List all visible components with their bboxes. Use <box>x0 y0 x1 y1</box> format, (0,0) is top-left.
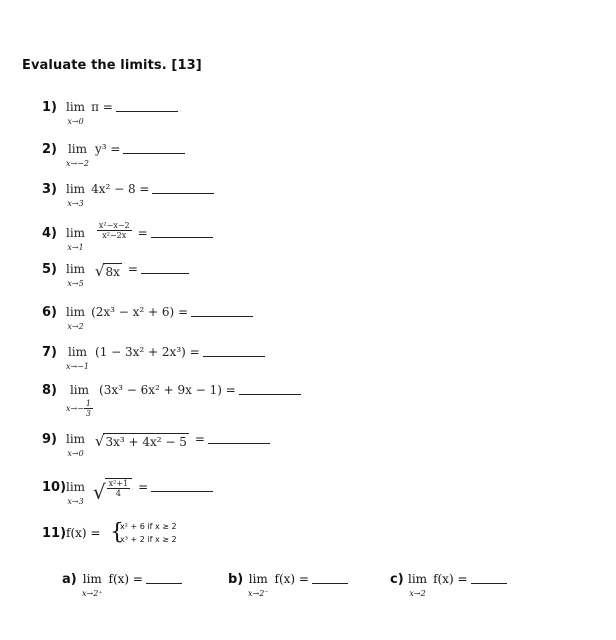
radicand: 3x³ + 4x² − 5 <box>105 435 187 449</box>
lim-subscript: x→2⁺ <box>82 589 103 598</box>
lim-subscript: x→3 <box>67 497 84 506</box>
answer-blank[interactable] <box>146 572 182 584</box>
subpart-label: c) <box>390 572 404 587</box>
radicand: 8x <box>105 265 120 279</box>
square-root: √ $\frac{\text{x²+1}}{4}$ <box>93 480 132 504</box>
lim-word: lim <box>66 262 86 276</box>
answer-blank[interactable] <box>191 305 253 317</box>
expression: = <box>137 226 148 240</box>
answer-blank[interactable] <box>203 345 265 357</box>
subpart-label: a) <box>62 572 77 587</box>
lim-subscript: x→2 <box>67 322 84 331</box>
answer-blank[interactable] <box>152 182 214 194</box>
lim-word: lim <box>66 100 86 114</box>
problem-number: 10) <box>42 480 67 495</box>
expression: 4x² − 8 = <box>91 182 150 196</box>
case-2: x³ + 2 if x ≥ 2 <box>120 535 177 544</box>
problem-number: 4) <box>42 226 57 241</box>
fraction <box>97 222 132 240</box>
problem-number: 3) <box>42 182 57 197</box>
square-root: √8x <box>94 262 120 280</box>
problem-number: 6) <box>42 305 57 320</box>
answer-blank[interactable] <box>116 100 178 112</box>
lim-word: lim <box>66 305 86 319</box>
answer-blank[interactable] <box>239 383 301 395</box>
expression: π = <box>91 100 113 114</box>
problem-number: 2) <box>42 142 57 157</box>
square-root: √3x³ + 4x² − 5 <box>94 432 187 450</box>
fraction-numerator: x²−x−2 <box>98 220 130 230</box>
lim-subscript: x→0 <box>67 449 84 458</box>
problem-number: 9) <box>42 432 57 447</box>
lim-subscript: x→2⁻ <box>248 589 269 598</box>
problem-number: 1) <box>42 100 57 115</box>
piecewise-cases <box>120 520 177 546</box>
fraction-denominator: 4 <box>107 488 131 498</box>
lim-subscript: x→−2 <box>66 159 90 168</box>
expression: = <box>127 262 138 276</box>
subpart-label: b) <box>228 572 244 587</box>
expression: f(x) = <box>108 572 143 586</box>
answer-blank[interactable] <box>471 572 507 584</box>
answer-blank[interactable] <box>151 480 213 492</box>
subscript-denominator: 3 <box>85 409 92 418</box>
answer-blank[interactable] <box>151 226 213 238</box>
lim-subscript: x→2 <box>409 589 426 598</box>
expression: f(x) = <box>274 572 309 586</box>
fraction-denominator: x²−2x <box>97 230 132 240</box>
lim-word: lim <box>408 572 428 586</box>
problem-number: 11) <box>42 526 67 541</box>
answer-blank[interactable] <box>312 572 348 584</box>
expression: (3x³ − 6x² + 9x − 1) = <box>99 383 236 397</box>
lim-word: lim <box>248 572 268 586</box>
problem-number: 8) <box>42 383 57 398</box>
lim-subscript: x→3 <box>67 199 84 208</box>
answer-blank[interactable] <box>123 142 185 154</box>
expression: f(x) = <box>433 572 468 586</box>
lim-word: lim <box>66 182 86 196</box>
expression: y³ = <box>95 142 121 156</box>
page-title: Evaluate the limits. [13] <box>22 58 202 73</box>
lim-word: lim <box>66 432 86 446</box>
expression: = <box>138 480 149 494</box>
expression: (1 − 3x² + 2x³) = <box>95 345 200 359</box>
answer-blank[interactable] <box>208 432 270 444</box>
lim-word: lim <box>67 142 88 156</box>
lim-word: lim <box>67 345 88 359</box>
case-1: x² + 6 if x ≥ 2 <box>120 522 177 531</box>
lim-subscript: x→− $\frac{1}{3}$ <box>66 399 92 418</box>
answer-blank[interactable] <box>141 262 189 274</box>
expression: = <box>194 432 205 446</box>
lim-word: lim <box>66 480 86 494</box>
lim-word: lim <box>66 226 86 240</box>
fraction-numerator: x²+1 <box>108 479 129 488</box>
lim-word: lim <box>69 383 90 397</box>
lim-subscript: x→1 <box>67 243 84 252</box>
lim-word: lim <box>82 572 102 586</box>
problem-11 <box>42 520 262 560</box>
expression: (2x³ − x² + 6) = <box>91 305 189 319</box>
problem-number: 7) <box>42 345 57 360</box>
piecewise-brace: { <box>110 520 124 545</box>
function-definition: f(x) = <box>66 526 101 540</box>
lim-subscript: x→0 <box>67 117 84 126</box>
lim-subscript: x→−1 <box>66 362 90 371</box>
subscript-numerator: 1 <box>85 399 92 408</box>
problem-number: 5) <box>42 262 57 277</box>
lim-subscript: x→5 <box>67 279 84 288</box>
